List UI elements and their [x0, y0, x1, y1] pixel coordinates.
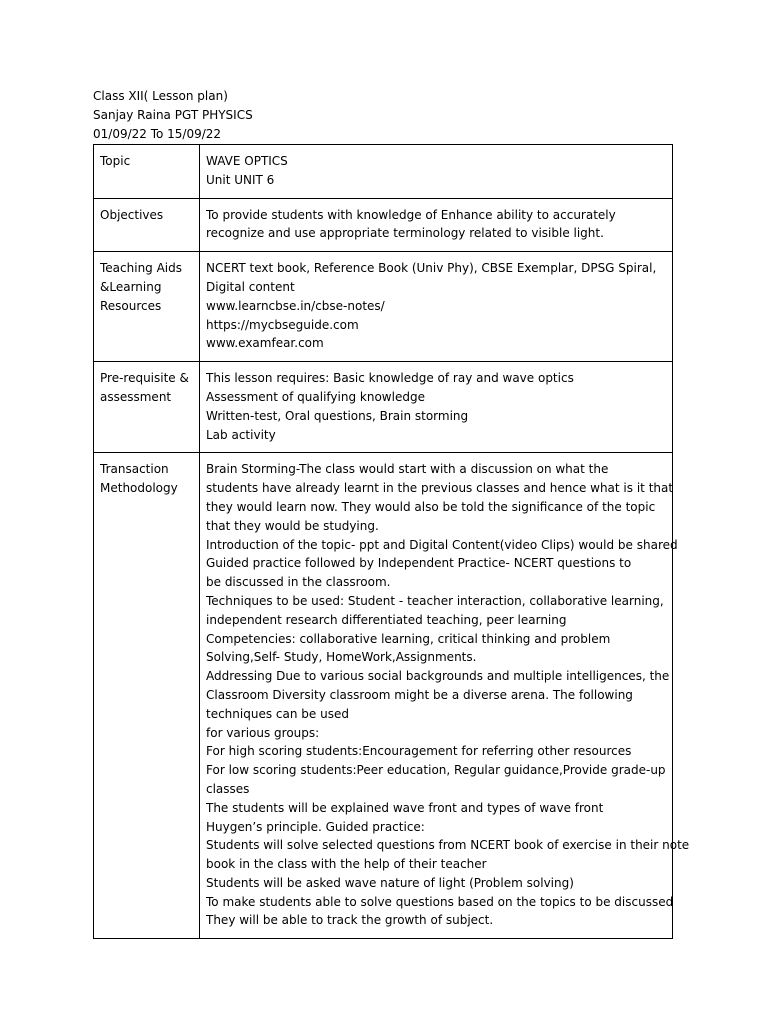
- table-row-teaching-aids: [94, 252, 673, 362]
- row-content-line: NCERT text book, Reference Book (Univ Phy), CBSE Exemplar, DPSG Spiral,: [206, 261, 657, 276]
- row-content-line: Students will be asked wave nature of light (Problem solving): [206, 875, 574, 890]
- row-label-line: Transaction: [100, 462, 169, 477]
- row-label-cell: [94, 252, 200, 362]
- row-content-line: classes: [206, 781, 250, 796]
- teacher-name: Sanjay Raina PGT PHYSICS: [93, 108, 253, 122]
- table-row-topic: [94, 145, 673, 199]
- row-content-cell: [200, 453, 690, 939]
- row-content-line: WAVE OPTICS: [206, 154, 288, 168]
- row-content-line: For high scoring students:Encouragement for referring other resources: [206, 744, 632, 759]
- row-content-line: www.learncbse.in/cbse-notes/: [206, 298, 385, 313]
- table-row-objectives: [94, 198, 673, 252]
- row-content-line: Brain Storming-The class would start with a discussion on what the: [206, 462, 609, 477]
- row-content-line: To provide students with knowledge of Enhance ability to accurately: [206, 207, 616, 222]
- document-header: [93, 87, 253, 144]
- row-content-line: Students will solve selected questions from NCERT book of exercise in their note: [206, 838, 690, 853]
- row-content-line: www.examfear.com: [206, 336, 324, 351]
- row-content-line: Classroom Diversity classroom might be a diverse arena. The following: [206, 687, 633, 702]
- row-content-line: they would learn now. They would also be told the significance of the topic: [206, 499, 656, 514]
- row-content-line: https://mycbseguide.com: [206, 317, 359, 332]
- row-label-line: Objectives: [100, 207, 164, 222]
- row-content-cell: [200, 362, 673, 453]
- row-content-line: book in the class with the help of their teacher: [206, 857, 487, 872]
- row-content-line: techniques can be used: [206, 706, 349, 721]
- row-content-line: Lab activity: [206, 427, 276, 442]
- lesson-plan-table: [93, 144, 690, 939]
- row-content-line: independent research differentiated teaching, peer learning: [206, 612, 567, 627]
- table-row-transaction-methodology: [94, 453, 673, 939]
- row-content-line: that they would be studying.: [206, 518, 379, 533]
- row-label-line: Teaching Aids: [100, 261, 183, 276]
- row-label-cell: [94, 198, 200, 252]
- row-content-line: Assessment of qualifying knowledge: [206, 389, 425, 404]
- row-label-line: assessment: [100, 389, 172, 404]
- class-title: Class XII( Lesson plan): [93, 89, 228, 103]
- row-content-line: students have already learnt in the previous classes and hence what is it that: [206, 481, 674, 496]
- row-label-line: &Learning: [100, 279, 162, 294]
- table-row-pre-requisite: [94, 362, 673, 453]
- row-content-line: Solving,Self- Study, HomeWork,Assignments.: [206, 650, 477, 665]
- row-content-line: recognize and use appropriate terminology related to visible light.: [206, 226, 604, 241]
- row-content-line: This lesson requires: Basic knowledge of ray and wave optics: [206, 371, 574, 386]
- row-content-line: They will be able to track the growth of subject.: [206, 913, 494, 928]
- row-label-line: Methodology: [100, 481, 178, 496]
- row-content-line: Huygen’s principle. Guided practice:: [206, 819, 425, 834]
- row-content-line: Introduction of the topic- ppt and Digital Content(video Clips) would be shared: [206, 537, 678, 552]
- row-content-line: Addressing Due to various social backgrounds and multiple intelligences, the: [206, 669, 670, 684]
- row-label-cell: [94, 453, 200, 939]
- row-content-cell: [200, 252, 673, 362]
- row-content-line: be discussed in the classroom.: [206, 575, 391, 590]
- row-content-line: for various groups:: [206, 725, 320, 740]
- row-content-line: Digital content: [206, 279, 295, 294]
- row-content-line: To make students able to solve questions based on the topics to be discussed: [206, 894, 674, 909]
- row-content-line: Written-test, Oral questions, Brain storming: [206, 408, 469, 423]
- row-content-cell: [200, 198, 673, 252]
- row-label-line: Pre-requisite &: [100, 371, 189, 386]
- row-label-cell: [94, 362, 200, 453]
- row-content-line: Techniques to be used: Student - teacher interaction, collaborative learning,: [206, 593, 664, 608]
- row-content-line: For low scoring students:Peer education, Regular guidance,Provide grade-up: [206, 763, 666, 778]
- lesson-plan-table-body: [94, 145, 690, 939]
- row-content-line: The students will be explained wave front and types of wave front: [206, 800, 604, 815]
- row-content-line: Competencies: collaborative learning, critical thinking and problem: [206, 631, 611, 646]
- row-label-line: Resources: [100, 298, 162, 313]
- row-content-cell: [200, 145, 673, 199]
- row-label-cell: [94, 145, 200, 199]
- date-range: 01/09/22 To 15/09/22: [93, 127, 222, 141]
- row-content-line: Guided practice followed by Independent Practice- NCERT questions to: [206, 556, 632, 571]
- row-content-line: Unit UNIT 6: [206, 172, 275, 187]
- row-label-line: Topic: [100, 154, 131, 168]
